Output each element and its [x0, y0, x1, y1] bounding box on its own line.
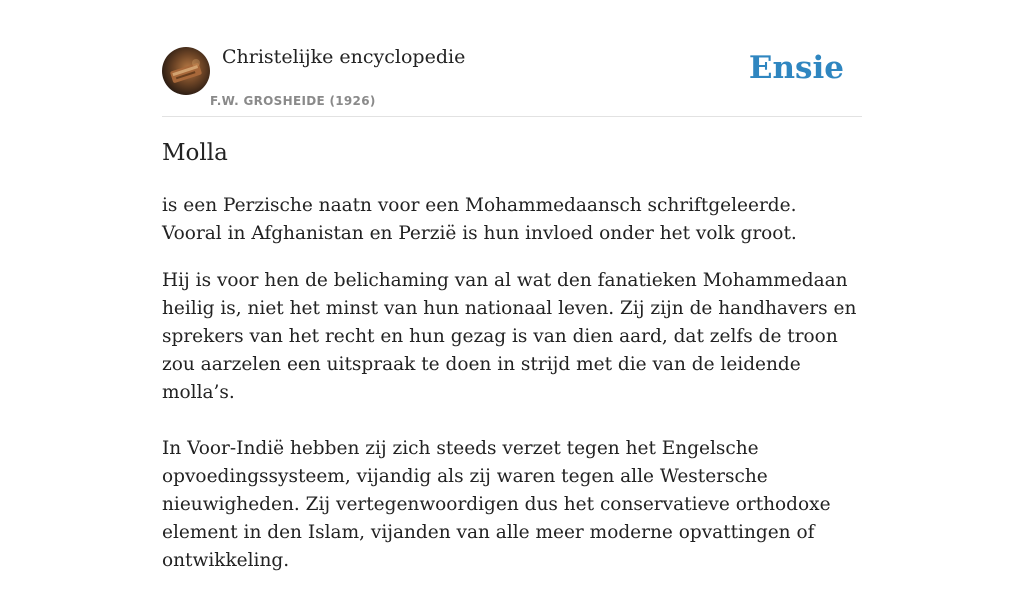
article-paragraph: Hij is voor hen de belichaming van al wat den fanatieken Mohammedaan heilig is, niet het minst van hun nationaal leven. Zij zijn de handhavers en sprekers van het recht en hun gezag is van dien aard, dat zelfs de troon zou aarzelen een uitspraak te doen in strijd met die van de leidende molla’s. — [162, 270, 857, 403]
page — [162, 0, 862, 571]
brand-logo[interactable]: Ensie — [748, 50, 844, 86]
article-title: Molla — [162, 140, 228, 166]
article-paragraph: is een Perzische naatn voor een Mohammedaansch schriftgeleerde. Vooral in Afghanistan en Perzië is hun invloed onder het volk groot. — [162, 195, 797, 244]
book-avatar-icon[interactable] — [162, 47, 210, 95]
article-paragraph: In Voor-Indië hebben zij zich steeds verzet tegen het Engelsche opvoedingssysteem, vijandig als zij waren tegen alle Westersche nieuwigheden. Zij vertegenwoordigen dus het conservatieve orthodoxe element in den Islam, vijanden van alle meer moderne opvattingen of ontwikkeling. — [162, 438, 831, 571]
site-header — [162, 44, 862, 117]
author-label: F.W. GROSHEIDE (1926) — [210, 94, 376, 108]
article-body — [162, 192, 862, 594]
site-title[interactable]: Christelijke encyclopedie — [222, 46, 466, 68]
paragraph-gap — [162, 407, 862, 435]
